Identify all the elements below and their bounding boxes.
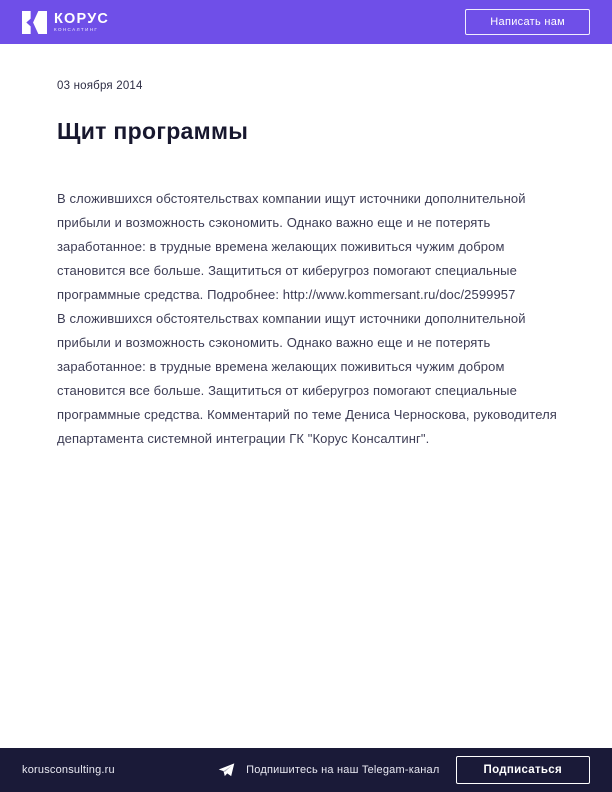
article	[0, 44, 612, 451]
article-paragraph: В сложившихся обстоятельствах компании ищут источники дополнительной прибыли и возможность сэкономить. Однако важно еще и не потерять заработанное: в трудные времена желающих поживиться чужим добром становится все больше. Защититься от киберугроз помогают специальные программные средства. Комментарий по теме Дениса Черноскова, руководителя департамента системной интеграции ГК "Корус Консалтинг".	[57, 311, 557, 446]
korus-logo[interactable]	[22, 10, 109, 35]
telegram-icon	[218, 762, 235, 779]
article-title: Щит программы	[57, 118, 249, 144]
site-header	[0, 0, 612, 44]
logo-title: КОРУС	[54, 10, 110, 27]
logo-subtitle: КОНСАЛТИНГ	[54, 27, 99, 32]
telegram-channel-label: Подпишитесь на наш Telegam-канал	[246, 764, 440, 776]
contact-us-button[interactable]: Написать нам	[465, 9, 590, 35]
korus-logo-icon	[22, 10, 47, 35]
site-footer	[0, 748, 612, 792]
footer-subscribe-block	[218, 756, 590, 784]
article-paragraph: В сложившихся обстоятельствах компании ищут источники дополнительной прибыли и возможность сэкономить. Однако важно еще и не потерять заработанное: в трудные времена желающих поживиться чужим добром становится все больше. Защититься от киберугроз помогают специальные программные средства. Подробнее: http://www.kommersant.ru/doc/2599957	[57, 191, 526, 302]
article-date: 03 ноября 2014	[57, 80, 143, 92]
korus-logo-text	[54, 12, 109, 33]
article-body	[57, 187, 557, 451]
footer-site-link[interactable]: korusconsulting.ru	[22, 764, 115, 776]
subscribe-button[interactable]: Подписаться	[456, 756, 591, 784]
